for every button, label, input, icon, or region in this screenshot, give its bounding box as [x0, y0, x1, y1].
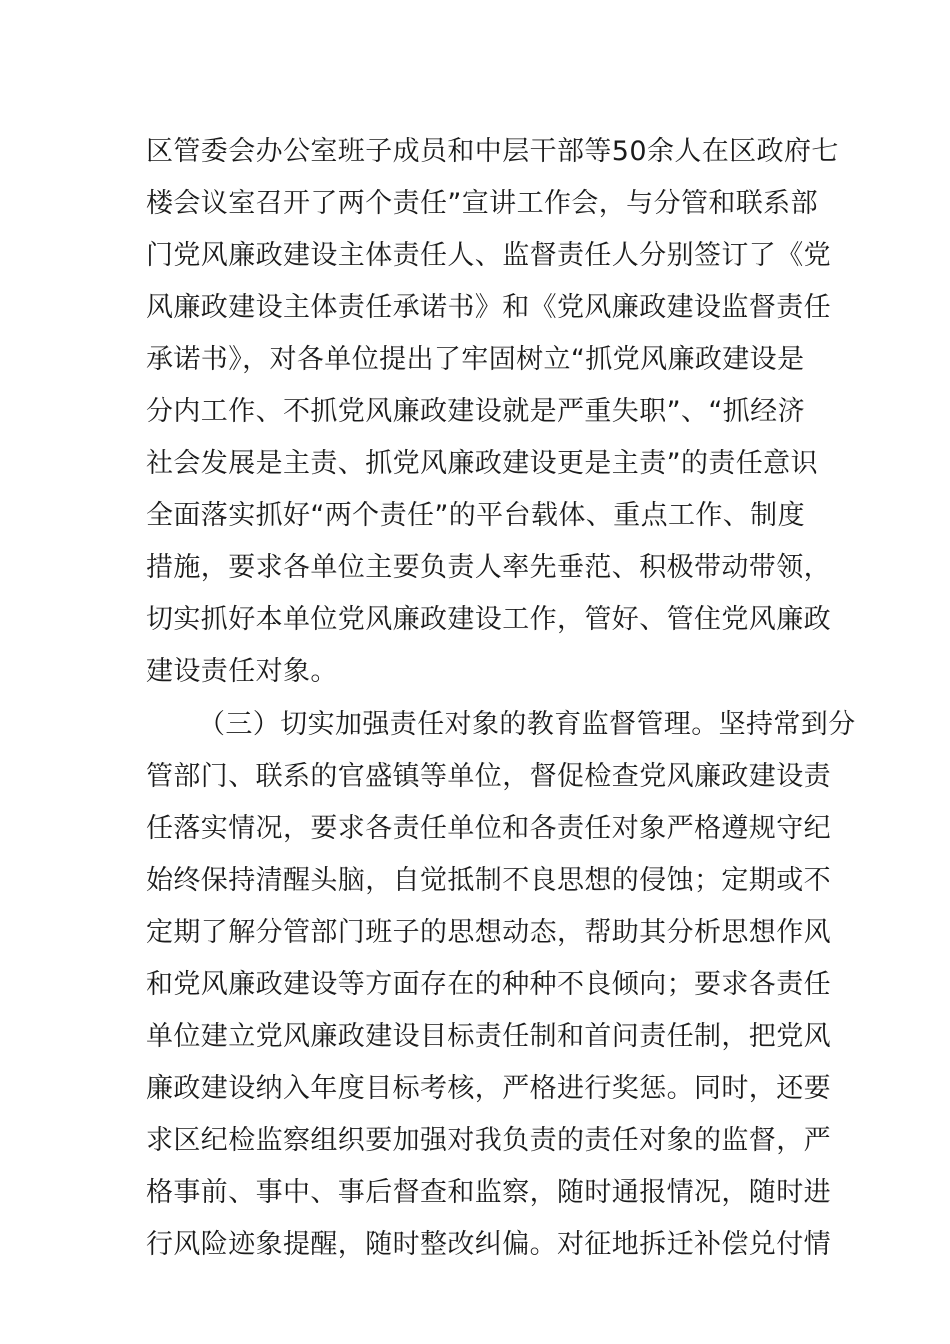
text-line: 门党风廉政建设主体责任人、监督责任人分别签订了《党	[146, 240, 831, 271]
text-line: 楼会议室召开了两个责任”宣讲工作会，与分管和联系部	[146, 188, 818, 219]
text-line: 格事前、事中、事后督查和监察，随时通报情况，随时进	[146, 1177, 831, 1208]
text-line: 和党风廉政建设等方面存在的种种不良倾向；要求各责任	[146, 969, 831, 1000]
text-line: 切实抓好本单位党风廉政建设工作，管好、管住党风廉政	[146, 604, 831, 635]
text-line: 定期了解分管部门班子的思想动态，帮助其分析思想作风	[146, 917, 831, 948]
text-line: 社会发展是主责、抓党风廉政建设更是主责”的责任意识	[146, 448, 818, 479]
text-line: 廉政建设纳入年度目标考核，严格进行奖惩。同时，还要	[146, 1073, 831, 1104]
section-heading-line: （三）切实加强责任对象的教育监督管理。坚持常到分	[198, 709, 856, 740]
text-line: 区管委会办公室班子成员和中层干部等50余人在区政府七	[146, 136, 839, 167]
text-line: 任落实情况，要求各责任单位和各责任对象严格遵规守纪	[146, 813, 831, 844]
text-line: 始终保持清醒头脑，自觉抵制不良思想的侵蚀；定期或不	[146, 865, 831, 896]
text-line: 措施，要求各单位主要负责人率先垂范、积极带动带领，	[146, 552, 831, 583]
text-line: 求区纪检监察组织要加强对我负责的责任对象的监督，严	[146, 1125, 831, 1156]
text-line: 承诺书》，对各单位提出了牢固树立“抓党风廉政建设是	[146, 344, 805, 375]
text-line: 建设责任对象。	[146, 656, 338, 687]
text-line: 全面落实抓好“两个责任”的平台载体、重点工作、制度	[146, 500, 805, 531]
text-line: 管部门、联系的官盛镇等单位，督促检查党风廉政建设责	[146, 761, 831, 792]
text-line: 风廉政建设主体责任承诺书》和《党风廉政建设监督责任	[146, 292, 831, 323]
text-line: 行风险迹象提醒，随时整改纠偏。对征地拆迁补偿兑付情	[146, 1229, 831, 1260]
text-line: 单位建立党风廉政建设目标责任制和首问责任制，把党风	[146, 1021, 831, 1052]
text-line: 分内工作、不抓党风廉政建设就是严重失职”、“抓经济	[146, 396, 805, 427]
